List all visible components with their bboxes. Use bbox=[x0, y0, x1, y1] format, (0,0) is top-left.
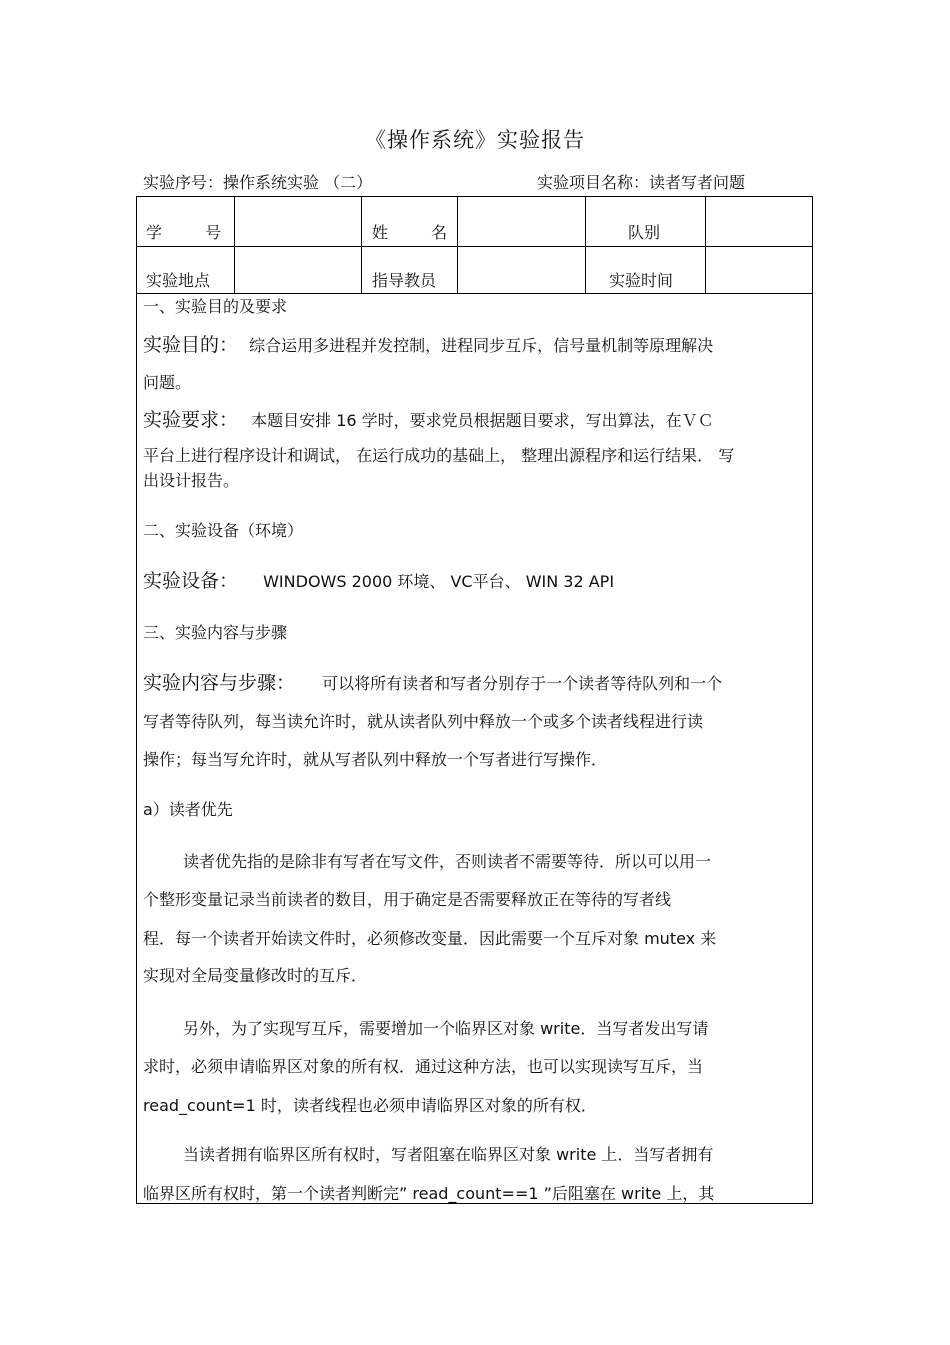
requirement-paragraph bbox=[143, 405, 714, 432]
student-id-label: 学 号 bbox=[146, 223, 222, 242]
lab-location-label: 实验地点 bbox=[146, 271, 211, 290]
purpose-label: 实验目的： bbox=[143, 334, 239, 356]
subsection-a-heading: a）读者优先 bbox=[143, 800, 233, 819]
table-column-divider bbox=[234, 196, 235, 293]
paragraph-2-line-2: 求时，必须申请临界区对象的所有权．通过这种方法，也可以实现读写互斥，当 bbox=[143, 1057, 704, 1076]
team-label: 队别 bbox=[628, 223, 661, 242]
requirement-text-end: 出设计报告。 bbox=[143, 471, 240, 490]
paragraph-3-line-2: 临界区所有权时，第一个读者判断完” read_count==1 ”后阻塞在 write 上，其 bbox=[143, 1184, 715, 1203]
content-text-end: 操作；每当写允许时，就从写者队列中释放一个写者进行写操作． bbox=[143, 750, 608, 769]
content-text: 可以将所有读者和写者分别存于一个读者等待队列和一个 bbox=[322, 674, 723, 693]
purpose-text: 综合运用多进程并发控制，进程同步互斥，信号量机制等原理解决 bbox=[249, 336, 714, 355]
table-column-divider bbox=[705, 196, 706, 293]
purpose-paragraph bbox=[143, 330, 713, 357]
requirement-text: 本题目安排 16 学时，要求党员根据题目要求，写出算法，在ＶＣ bbox=[251, 411, 714, 430]
paragraph-1-line-4: 实现对全局变量修改时的互斥． bbox=[143, 966, 368, 985]
section-3-heading: 三、实验内容与步骤 bbox=[143, 623, 288, 642]
equipment-text: WINDOWS 2000 环境、 VC平台、 WIN 32 API bbox=[263, 572, 615, 591]
requirement-text-cont: 平台上进行程序设计和调试， 在运行成功的基础上， 整理出源程序和运行结果． 写 bbox=[143, 446, 735, 465]
table-column-divider bbox=[361, 196, 362, 293]
equipment-paragraph bbox=[143, 566, 614, 593]
lab-time-label: 实验时间 bbox=[609, 271, 674, 290]
section-2-heading: 二、实验设备（环境） bbox=[143, 521, 304, 540]
table-row-divider bbox=[136, 246, 813, 247]
instructor-label: 指导教员 bbox=[372, 271, 437, 290]
experiment-serial: 实验序号：操作系统实验 （二） bbox=[143, 173, 373, 192]
table-column-divider bbox=[457, 196, 458, 293]
paragraph-1-line-1: 读者优先指的是除非有写者在写文件，否则读者不需要等待．所以可以用一 bbox=[183, 852, 712, 871]
equipment-label: 实验设备： bbox=[143, 570, 239, 592]
content-paragraph bbox=[143, 668, 722, 695]
experiment-project-name: 实验项目名称：读者写者问题 bbox=[537, 173, 746, 192]
purpose-text-cont: 问题。 bbox=[143, 373, 192, 392]
requirement-label: 实验要求： bbox=[143, 409, 239, 431]
document-title: 《操作系统》实验报告 bbox=[365, 128, 585, 152]
paragraph-3-line-1: 当读者拥有临界区所有权时，写者阻塞在临界区对象 write 上．当写者拥有 bbox=[183, 1145, 714, 1164]
paragraph-1-line-2: 个整形变量记录当前读者的数目，用于确定是否需要释放正在等待的写者线 bbox=[143, 890, 672, 909]
content-text-cont: 写者等待队列，每当读允许时，就从读者队列中释放一个或多个读者线程进行读 bbox=[143, 712, 704, 731]
paragraph-2-line-3: read_count=1 时，读者线程也必须申请临界区对象的所有权． bbox=[143, 1096, 597, 1115]
table-column-divider bbox=[585, 196, 586, 293]
content-label: 实验内容与步骤： bbox=[143, 672, 296, 694]
name-label: 姓 名 bbox=[372, 223, 448, 242]
paragraph-2-line-1: 另外，为了实现写互斥，需要增加一个临界区对象 write．当写者发出写请 bbox=[183, 1019, 709, 1038]
paragraph-1-line-3: 程．每一个读者开始读文件时，必须修改变量．因此需要一个互斥对象 mutex 来 bbox=[143, 929, 717, 948]
section-1-heading: 一、实验目的及要求 bbox=[143, 297, 288, 316]
